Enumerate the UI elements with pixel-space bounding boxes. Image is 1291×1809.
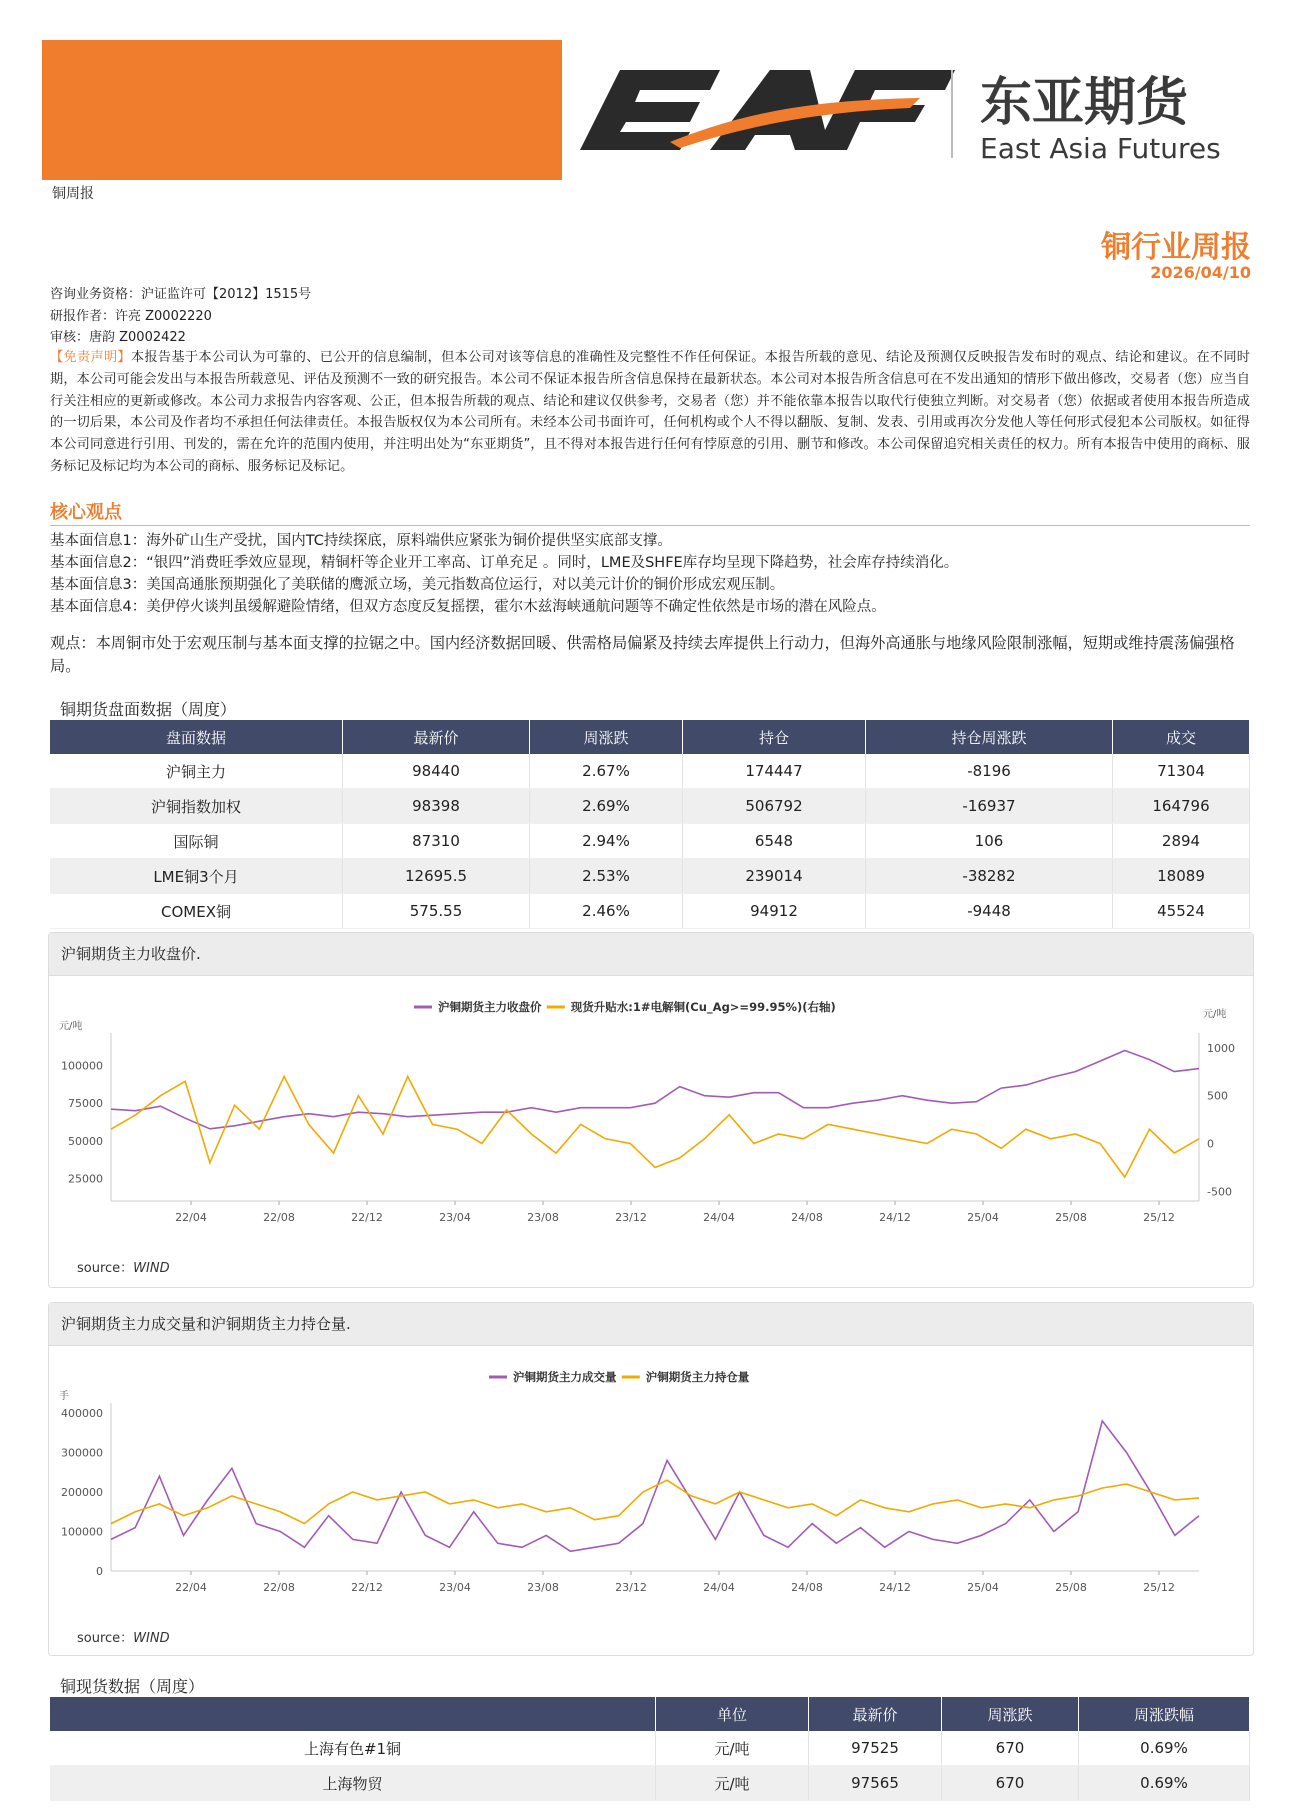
- x-tick-label: 23/12: [615, 1581, 647, 1594]
- table-cell: 164796: [1113, 789, 1250, 824]
- table-cell: 沪铜主力: [50, 754, 343, 789]
- report-date: 2026/04/10: [1150, 263, 1251, 282]
- table-cell: 174447: [683, 754, 866, 789]
- y-tick-label: 400000: [61, 1407, 103, 1420]
- spot-table: [50, 1697, 1250, 1801]
- y-right-tick-label: 0: [1207, 1137, 1214, 1151]
- table-cell: 239014: [683, 859, 866, 894]
- volume-oi-chart-panel: [48, 1302, 1254, 1656]
- volume-oi-chart: [49, 1363, 1253, 1623]
- table-cell: 97525: [809, 1731, 942, 1766]
- x-tick-label: 23/12: [615, 1211, 647, 1224]
- x-tick-label: 25/04: [967, 1581, 999, 1594]
- viewpoint-text: 观点：本周铜市处于宏观压制与基本面支撑的拉锯之中。国内经济数据回暖、供需格局偏紧及持续去库提供上行动力，但海外高通胀与地缘风险限制涨幅，短期或维持震荡偏强格局。: [50, 634, 1235, 675]
- y-tick-label: 100000: [61, 1525, 103, 1539]
- table-cell: 670: [942, 1731, 1079, 1766]
- table-cell: LME铜3个月: [50, 859, 343, 894]
- core-views-title: 核心观点: [50, 502, 122, 523]
- futures-table-title: 铜期货盘面数据（周度）: [60, 700, 237, 719]
- x-tick-label: 25/08: [1055, 1581, 1087, 1594]
- table-row: [50, 859, 1250, 894]
- y-right-tick-label: 500: [1207, 1089, 1228, 1103]
- series-line: [111, 1480, 1199, 1523]
- futures-table: [50, 720, 1250, 929]
- core-point: 基本面信息4：美伊停火谈判虽缓解避险情绪，但双方态度反复摇摆，霍尔木兹海峡通航问题等不确定性依然是市场的潜在风险点。: [50, 599, 886, 615]
- table-cell: 45524: [1113, 894, 1250, 929]
- table-cell: 元/吨: [656, 1731, 809, 1766]
- x-tick-label: 22/12: [351, 1581, 383, 1594]
- x-tick-label: 25/08: [1055, 1211, 1087, 1224]
- legend-label: 沪铜期货主力持仓量: [645, 1370, 750, 1384]
- table-cell: 2.69%: [530, 789, 683, 824]
- column-header: 周涨跌: [942, 1697, 1079, 1731]
- table-cell: 98398: [343, 789, 530, 824]
- x-tick-label: 23/08: [527, 1211, 559, 1224]
- x-tick-label: 25/12: [1143, 1211, 1175, 1224]
- table-cell: 元/吨: [656, 1766, 809, 1801]
- chart-source: source：WIND: [77, 1631, 170, 1646]
- table-cell: 2.53%: [530, 859, 683, 894]
- column-header: 持仓周涨跌: [866, 720, 1113, 754]
- y-right-axis-unit: 元/吨: [1203, 1009, 1227, 1020]
- eaf-logo-icon: [580, 70, 955, 150]
- report-title: 铜行业周报: [1101, 230, 1251, 265]
- header-orange-bar: [42, 40, 562, 180]
- y-tick-label: 25000: [68, 1172, 103, 1186]
- table-cell: 2.67%: [530, 754, 683, 789]
- column-header: 周涨跌: [530, 720, 683, 754]
- y-axis-unit: 元/吨: [59, 1021, 83, 1032]
- core-point: 基本面信息1：海外矿山生产受扰，国内TC持续探底，原料端供应紧张为铜价提供坚实底部支撑。: [50, 533, 672, 549]
- x-tick-label: 22/12: [351, 1211, 383, 1224]
- analyst-text: 研报作者：许亮 Z0002220: [50, 309, 212, 324]
- table-row: [50, 824, 1250, 859]
- x-tick-label: 24/08: [791, 1581, 823, 1594]
- table-row: [50, 754, 1250, 789]
- x-tick-label: 22/04: [175, 1581, 207, 1594]
- column-header: 持仓: [683, 720, 866, 754]
- series-line: [111, 1051, 1199, 1129]
- x-tick-label: 24/04: [703, 1581, 735, 1594]
- table-cell: 94912: [683, 894, 866, 929]
- close-price-chart-panel: [48, 932, 1254, 1288]
- section-divider: [50, 525, 1250, 526]
- report-label: 铜周报: [52, 186, 94, 202]
- table-cell: -38282: [866, 859, 1113, 894]
- y-right-tick-label: -500: [1207, 1185, 1232, 1199]
- x-tick-label: 24/04: [703, 1211, 735, 1224]
- company-logo: [560, 50, 1260, 170]
- table-cell: 6548: [683, 824, 866, 859]
- chart-source: source：WIND: [77, 1261, 170, 1276]
- y-tick-label: 0: [96, 1565, 103, 1578]
- table-cell: 18089: [1113, 859, 1250, 894]
- column-header: 周涨跌幅: [1079, 1697, 1250, 1731]
- x-tick-label: 23/04: [439, 1211, 471, 1224]
- table-cell: -9448: [866, 894, 1113, 929]
- table-cell: COMEX铜: [50, 894, 343, 929]
- x-tick-label: 25/04: [967, 1211, 999, 1224]
- column-header: [50, 1697, 656, 1731]
- table-cell: 上海有色#1铜: [50, 1731, 656, 1766]
- column-header: 最新价: [343, 720, 530, 754]
- core-points: [50, 530, 1250, 618]
- table-cell: -16937: [866, 789, 1113, 824]
- disclaimer-text: 本报告基于本公司认为可靠的、已公开的信息编制，但本公司对该等信息的准确性及完整性不作任何保证。本报告所载的意见、结论及预测仅反映报告发布时的观点、结论和建议。在不同时期，本公司可能会发出与本报告所载意见、评估及预测不一致的研究报告。本公司不保证本报告所含信息保持在最新状态。本公司对本报告所含信息可在不发出通知的情形下做出修改，交易者（您）应当自行关注相应的更新或修改。本公司力求报告内容客观、公正，但本报告所载的观点、结论和建议仅供参考，交易者（您）并不能依靠本报告以取代行使独立判断。对交易者（您）依据或者使用本报告所造成的一切后果，本公司及作者均不承担任何法律责任。本报告版权仅为本公司所有。未经本公司书面许可，任何机构或个人不得以翻版、复制、发表、引用或再次分发他人等任何形式侵犯本公司版权。如征得本公司同意进行引用、刊发的，需在允许的范围内使用，并注明出处为“东亚期货”，且不得对本报告进行任何有悖原意的引用、删节和修改。本公司保留追究相关责任的权力。所有本报告中使用的商标、服务标记及标记均为本公司的商标、服务标记及标记。: [50, 350, 1250, 474]
- table-cell: 575.55: [343, 894, 530, 929]
- column-header: 成交: [1113, 720, 1250, 754]
- table-cell: 上海物贸: [50, 1766, 656, 1801]
- y-axis-unit: 手: [59, 1391, 69, 1402]
- column-header: 单位: [656, 1697, 809, 1731]
- legend-label: 沪铜期货主力收盘价: [438, 1000, 542, 1014]
- table-cell: 106: [866, 824, 1113, 859]
- x-tick-label: 24/12: [879, 1581, 911, 1594]
- table-cell: 87310: [343, 824, 530, 859]
- y-right-tick-label: 1000: [1207, 1041, 1235, 1055]
- table-cell: 国际铜: [50, 824, 343, 859]
- series-line: [111, 1077, 1199, 1178]
- column-header: 最新价: [809, 1697, 942, 1731]
- y-tick-label: 50000: [68, 1134, 103, 1148]
- legend-label: 现货升贴水:1#电解铜(Cu_Ag>=99.95%)(右轴): [570, 1000, 836, 1014]
- x-tick-label: 22/04: [175, 1211, 207, 1224]
- table-row: [50, 1766, 1250, 1801]
- table-cell: 2.46%: [530, 894, 683, 929]
- x-tick-label: 22/08: [263, 1581, 295, 1594]
- table-row: [50, 894, 1250, 929]
- x-tick-label: 24/08: [791, 1211, 823, 1224]
- company-cn: 东亚期货: [980, 73, 1189, 133]
- x-tick-label: 23/04: [439, 1581, 471, 1594]
- disclaimer-tag: 【免责声明】: [50, 350, 131, 365]
- x-tick-label: 22/08: [263, 1211, 295, 1224]
- y-tick-label: 300000: [61, 1446, 103, 1460]
- y-tick-label: 100000: [61, 1059, 103, 1073]
- table-cell: 2894: [1113, 824, 1250, 859]
- legend-label: 沪铜期货主力成交量: [513, 1370, 617, 1384]
- table-cell: 670: [942, 1766, 1079, 1801]
- core-point: 基本面信息2：“银四”消费旺季效应显现，精铜杆等企业开工率高、订单充足 。同时，LME及SHFE库存均呈现下降趋势，社会库存持续消化。: [50, 555, 959, 571]
- y-tick-label: 75000: [68, 1097, 103, 1111]
- table-cell: 0.69%: [1079, 1731, 1250, 1766]
- x-tick-label: 25/12: [1143, 1581, 1175, 1594]
- table-cell: 506792: [683, 789, 866, 824]
- table-cell: 沪铜指数加权: [50, 789, 343, 824]
- y-tick-label: 200000: [61, 1486, 103, 1499]
- spot-table-title: 铜现货数据（周度）: [60, 1677, 205, 1696]
- x-tick-label: 23/08: [527, 1581, 559, 1594]
- close-price-chart: [49, 993, 1253, 1253]
- table-cell: 98440: [343, 754, 530, 789]
- x-tick-label: 24/12: [879, 1211, 911, 1224]
- reviewer-text: 审核：唐韵 Z0002422: [50, 330, 186, 345]
- table-cell: 12695.5: [343, 859, 530, 894]
- chart-title: 沪铜期货主力成交量和沪铜期货主力持仓量.: [49, 1303, 1253, 1346]
- table-cell: 2.94%: [530, 824, 683, 859]
- company-en: East Asia Futures: [980, 132, 1221, 165]
- table-cell: 97565: [809, 1766, 942, 1801]
- license-text: 咨询业务资格：沪证监许可【2012】1515号: [50, 287, 312, 302]
- column-header: 盘面数据: [50, 720, 343, 754]
- core-point: 基本面信息3：美国高通胀预期强化了美联储的鹰派立场，美元指数高位运行，对以美元计价的铜价形成宏观压制。: [50, 577, 785, 593]
- chart-title: 沪铜期货主力收盘价.: [49, 933, 1253, 976]
- disclaimer: [50, 347, 1250, 478]
- table-row: [50, 1731, 1250, 1766]
- table-row: [50, 789, 1250, 824]
- table-cell: -8196: [866, 754, 1113, 789]
- table-cell: 71304: [1113, 754, 1250, 789]
- table-cell: 0.69%: [1079, 1766, 1250, 1801]
